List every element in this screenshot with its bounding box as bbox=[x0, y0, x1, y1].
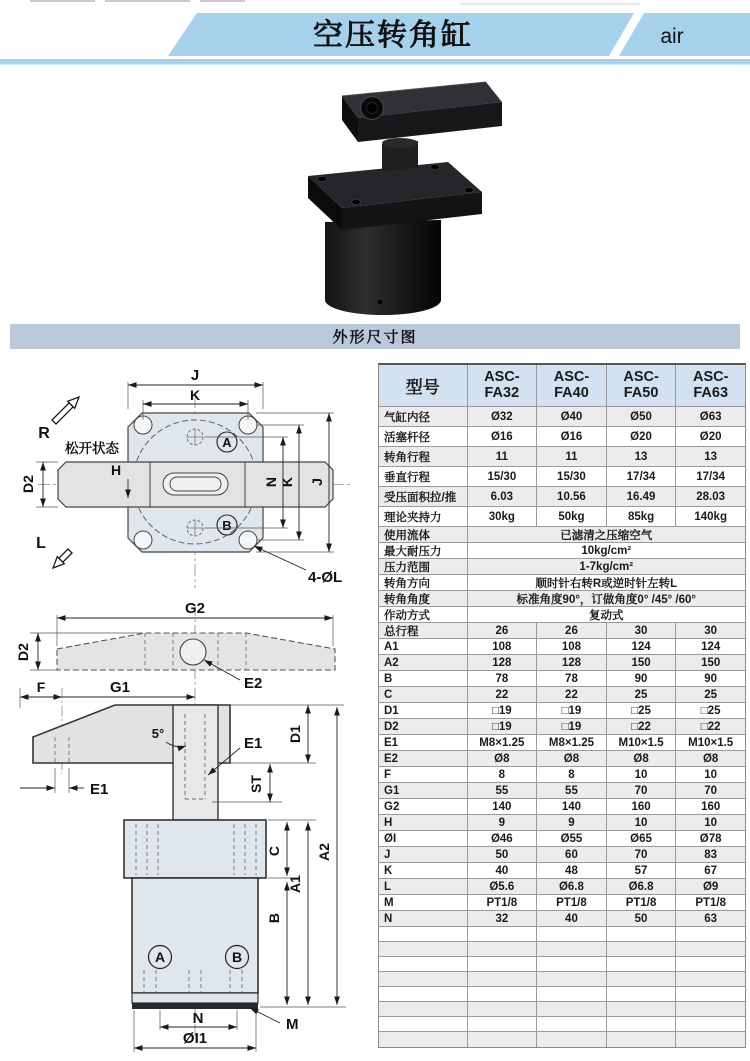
spec-value: 13 bbox=[675, 447, 745, 466]
dim-label-g1: G1 bbox=[109, 679, 131, 696]
spec-value: Ø32 bbox=[467, 407, 537, 426]
spec-value: □25 bbox=[675, 703, 745, 718]
spec-row-label: F bbox=[384, 768, 392, 781]
spec-row-label: 转角行程 bbox=[384, 451, 430, 464]
spec-row bbox=[379, 799, 745, 815]
model-column-header: 型号 bbox=[405, 378, 440, 397]
spec-row-label: 垂直行程 bbox=[384, 471, 430, 484]
spec-value: M10×1.5 bbox=[675, 735, 745, 750]
table-header-row bbox=[379, 365, 745, 407]
spec-value: Ø40 bbox=[536, 407, 606, 426]
spec-row-label: 作动方式 bbox=[384, 609, 430, 622]
spec-value: □25 bbox=[606, 703, 676, 718]
dim-label-k2: K bbox=[279, 476, 295, 488]
spec-row-span-value: 10kg/cm² bbox=[467, 543, 745, 558]
spec-row-label: 总行程 bbox=[384, 625, 419, 638]
spec-value: Ø6.8 bbox=[606, 879, 676, 894]
spec-value: PT1/8 bbox=[467, 895, 537, 910]
empty-cell bbox=[675, 1017, 745, 1031]
section-title-bar bbox=[10, 324, 740, 349]
hex-socket bbox=[367, 102, 377, 114]
spec-value: 124 bbox=[606, 639, 676, 654]
spec-value: Ø20 bbox=[675, 427, 745, 446]
empty-cell bbox=[379, 972, 467, 986]
spec-value: 10 bbox=[606, 767, 676, 782]
spec-row-span-value: 顺时针右转R或逆时针左转L bbox=[467, 575, 745, 590]
spec-value: 32 bbox=[467, 911, 537, 926]
empty-cell bbox=[467, 1032, 537, 1047]
spec-value: 26 bbox=[536, 623, 606, 638]
spec-value: 48 bbox=[536, 863, 606, 878]
spec-row-label: H bbox=[384, 816, 393, 829]
header-banner bbox=[0, 0, 750, 70]
spec-row bbox=[379, 527, 745, 543]
spec-row bbox=[379, 783, 745, 799]
spec-value: 16.49 bbox=[606, 487, 676, 506]
empty-cell bbox=[467, 972, 537, 986]
empty-cell bbox=[379, 927, 467, 941]
spec-value: 8 bbox=[467, 767, 537, 782]
spec-row bbox=[379, 719, 745, 735]
spec-value: Ø20 bbox=[606, 427, 676, 446]
spec-value: 11 bbox=[467, 447, 537, 466]
bottom-plate bbox=[132, 993, 258, 1003]
spec-value: Ø46 bbox=[467, 831, 537, 846]
spec-value: 6.03 bbox=[467, 487, 537, 506]
mount-hole bbox=[134, 531, 152, 549]
dim-label-d1: D1 bbox=[287, 725, 303, 743]
spec-row-span-value: 复动式 bbox=[467, 607, 745, 622]
dim-label-a2: A2 bbox=[316, 843, 332, 861]
spec-value: Ø8 bbox=[536, 751, 606, 766]
dim-label-k: K bbox=[189, 387, 201, 403]
spec-value: 11 bbox=[536, 447, 606, 466]
spec-row bbox=[379, 655, 745, 671]
empty-row bbox=[379, 957, 745, 972]
spec-value: 150 bbox=[606, 655, 676, 670]
empty-cell bbox=[675, 972, 745, 986]
port-b-label: B bbox=[231, 949, 243, 965]
dim-label-e2: E2 bbox=[244, 675, 263, 692]
spec-value: 17/34 bbox=[606, 467, 676, 486]
empty-cell bbox=[379, 987, 467, 1001]
empty-cell bbox=[606, 987, 676, 1001]
spec-value: □19 bbox=[467, 719, 537, 734]
spec-row-label: 最大耐压力 bbox=[384, 545, 442, 558]
empty-row bbox=[379, 927, 745, 942]
leader-m bbox=[250, 1008, 280, 1023]
spec-value: 28.03 bbox=[675, 487, 745, 506]
dim-label-oi1: ØI1 bbox=[182, 1030, 208, 1047]
page-title: 空压转角缸 bbox=[313, 19, 473, 52]
empty-cell bbox=[536, 987, 606, 1001]
spec-row-label: 转角角度 bbox=[384, 593, 430, 606]
dim-label-angle: 5° bbox=[151, 726, 165, 741]
empty-cell bbox=[467, 957, 537, 971]
spec-row bbox=[379, 879, 745, 895]
dim-label-d2: D2 bbox=[15, 643, 31, 661]
spec-row bbox=[379, 575, 745, 591]
empty-cell bbox=[467, 1002, 537, 1016]
banner-strip bbox=[0, 59, 750, 65]
spec-value: □19 bbox=[536, 719, 606, 734]
spec-row-label: J bbox=[384, 848, 391, 861]
empty-row bbox=[379, 1032, 745, 1047]
empty-cell bbox=[675, 942, 745, 956]
spec-value: Ø55 bbox=[536, 831, 606, 846]
bottom-plate-edge bbox=[132, 1003, 258, 1009]
model-header-2 bbox=[606, 365, 676, 406]
spec-row bbox=[379, 911, 745, 927]
spec-value: 140 bbox=[536, 799, 606, 814]
spec-row-label: G2 bbox=[384, 800, 400, 813]
spec-value: 15/30 bbox=[536, 467, 606, 486]
spec-value: 85kg bbox=[606, 507, 676, 526]
port-a-label: A bbox=[154, 949, 166, 965]
model-name-line2: FA63 bbox=[693, 384, 729, 401]
spec-value: 124 bbox=[675, 639, 745, 654]
model-name-line2: FA50 bbox=[623, 384, 659, 401]
dir-label-r: R bbox=[38, 425, 50, 442]
flange-bolt-hole bbox=[318, 176, 327, 181]
empty-row bbox=[379, 1017, 745, 1032]
empty-cell bbox=[675, 987, 745, 1001]
model-header-1 bbox=[536, 365, 606, 406]
spec-row bbox=[379, 623, 745, 639]
dim-label-g2: G2 bbox=[184, 600, 206, 617]
spec-row-label: 理论夹持力 bbox=[384, 511, 442, 524]
spec-value: 108 bbox=[467, 639, 537, 654]
spec-value: Ø6.8 bbox=[536, 879, 606, 894]
empty-row bbox=[379, 987, 745, 1002]
brand-logo-text: air bbox=[660, 25, 684, 48]
spec-row-label: 转角方向 bbox=[384, 577, 430, 590]
spec-row-label: D2 bbox=[384, 720, 399, 733]
spec-row bbox=[379, 543, 745, 559]
spec-value: 9 bbox=[536, 815, 606, 830]
spec-value: 50 bbox=[467, 847, 537, 862]
boss-top bbox=[382, 138, 418, 148]
empty-cell bbox=[606, 1017, 676, 1031]
spec-row-label: D1 bbox=[384, 704, 399, 717]
spec-value: 30 bbox=[675, 623, 745, 638]
spec-value: Ø50 bbox=[606, 407, 676, 426]
empty-cell bbox=[536, 942, 606, 956]
spec-value: 10.56 bbox=[536, 487, 606, 506]
model-name-line2: FA32 bbox=[484, 384, 520, 401]
spec-value: 60 bbox=[536, 847, 606, 862]
flange-bolt-hole bbox=[465, 187, 474, 192]
empty-cell bbox=[606, 942, 676, 956]
rotate-right-arrow bbox=[52, 403, 73, 424]
spec-value: 150 bbox=[675, 655, 745, 670]
spec-row-span-value: 1-7kg/cm² bbox=[467, 559, 745, 574]
port-b-label: B bbox=[222, 518, 232, 533]
empty-cell bbox=[536, 927, 606, 941]
spec-value: 78 bbox=[536, 671, 606, 686]
spec-value: Ø8 bbox=[606, 751, 676, 766]
model-header-3 bbox=[675, 365, 745, 406]
spec-row-label: ØI bbox=[384, 832, 397, 845]
spec-row-label: A2 bbox=[384, 656, 399, 669]
empty-cell bbox=[606, 957, 676, 971]
spec-value: 40 bbox=[467, 863, 537, 878]
spec-row-label: 气缸内径 bbox=[384, 411, 430, 424]
front-view-drawing bbox=[8, 596, 378, 1058]
empty-cell bbox=[536, 1017, 606, 1031]
model-name-line1: ASC- bbox=[553, 368, 590, 385]
spec-value: 25 bbox=[606, 687, 676, 702]
state-label: 松开状态 bbox=[65, 441, 119, 456]
spec-row bbox=[379, 863, 745, 879]
spec-row bbox=[379, 427, 745, 447]
spec-value: 15/30 bbox=[467, 467, 537, 486]
spec-row bbox=[379, 559, 745, 575]
spec-row bbox=[379, 639, 745, 655]
spec-value: 140 bbox=[467, 799, 537, 814]
spec-row-span-value: 已滤清之压缩空气 bbox=[467, 527, 745, 542]
spec-value: □19 bbox=[467, 703, 537, 718]
port-a-label: A bbox=[222, 435, 232, 450]
spec-value: Ø16 bbox=[467, 427, 537, 446]
spec-row-label: B bbox=[384, 672, 393, 685]
empty-cell bbox=[379, 1032, 467, 1047]
spec-row bbox=[379, 895, 745, 911]
spec-value: 13 bbox=[606, 447, 676, 466]
arm-slot-outer bbox=[163, 473, 228, 495]
model-name-line1: ASC- bbox=[484, 368, 520, 385]
product-photo bbox=[230, 72, 530, 317]
spec-value: 10 bbox=[675, 767, 745, 782]
model-name-line1: ASC- bbox=[692, 368, 729, 385]
empty-cell bbox=[536, 972, 606, 986]
spec-value: 50kg bbox=[536, 507, 606, 526]
spec-value: 26 bbox=[467, 623, 537, 638]
flange-bolt-hole bbox=[431, 164, 440, 169]
spec-value: M10×1.5 bbox=[606, 735, 676, 750]
spec-value: PT1/8 bbox=[536, 895, 606, 910]
spec-value: 83 bbox=[675, 847, 745, 862]
empty-row bbox=[379, 942, 745, 957]
empty-cell bbox=[379, 942, 467, 956]
spec-value: Ø5.6 bbox=[467, 879, 537, 894]
spec-row-label: E2 bbox=[384, 752, 399, 765]
spec-value: 108 bbox=[536, 639, 606, 654]
spec-value: 90 bbox=[606, 671, 676, 686]
spec-row bbox=[379, 591, 745, 607]
spec-value: 160 bbox=[675, 799, 745, 814]
leader-4ol bbox=[254, 546, 306, 570]
spec-value: 57 bbox=[606, 863, 676, 878]
spec-value: 17/34 bbox=[675, 467, 745, 486]
spec-value: 22 bbox=[467, 687, 537, 702]
cylinder-body-front bbox=[132, 878, 258, 993]
dim-label-st: ST bbox=[248, 775, 264, 793]
spec-row bbox=[379, 687, 745, 703]
dim-label-j2: J bbox=[309, 478, 325, 486]
empty-cell bbox=[675, 1032, 745, 1047]
spec-row bbox=[379, 767, 745, 783]
spec-row-label: N bbox=[384, 912, 393, 925]
piston-rod bbox=[173, 705, 218, 820]
spec-row bbox=[379, 847, 745, 863]
empty-cell bbox=[467, 987, 537, 1001]
model-name-line1: ASC- bbox=[623, 368, 659, 385]
spec-row-label: 使用流体 bbox=[384, 529, 430, 542]
dim-label-e1-right: E1 bbox=[244, 735, 263, 752]
dim-label-c: C bbox=[266, 845, 282, 857]
spec-row-label: G1 bbox=[384, 784, 400, 797]
dir-label-l: L bbox=[36, 535, 46, 552]
empty-cell bbox=[379, 957, 467, 971]
empty-row bbox=[379, 1002, 745, 1017]
spec-value: Ø8 bbox=[675, 751, 745, 766]
dim-label-m: M bbox=[286, 1016, 299, 1033]
spec-row bbox=[379, 751, 745, 767]
empty-cell bbox=[675, 927, 745, 941]
flange-bolt-hole bbox=[352, 199, 361, 204]
spec-value: 22 bbox=[536, 687, 606, 702]
spec-value: Ø63 bbox=[675, 407, 745, 426]
dim-label-a1: A1 bbox=[287, 875, 303, 893]
spec-value: 25 bbox=[675, 687, 745, 702]
spec-table bbox=[378, 363, 746, 1048]
spec-row bbox=[379, 607, 745, 623]
spec-value: 140kg bbox=[675, 507, 745, 526]
empty-cell bbox=[467, 942, 537, 956]
empty-cell bbox=[467, 927, 537, 941]
spec-row-label: E1 bbox=[384, 736, 399, 749]
spec-value: 70 bbox=[606, 847, 676, 862]
spec-value: PT1/8 bbox=[675, 895, 745, 910]
spec-row bbox=[379, 831, 745, 847]
dim-label-f: F bbox=[36, 679, 46, 695]
spec-value: 70 bbox=[606, 783, 676, 798]
model-header-0 bbox=[467, 365, 537, 406]
spec-row-label: M bbox=[384, 896, 394, 909]
empty-cell bbox=[675, 1002, 745, 1016]
spec-value: PT1/8 bbox=[606, 895, 676, 910]
spec-value: □22 bbox=[606, 719, 676, 734]
dim-label-n: N bbox=[192, 1010, 204, 1027]
spec-row-label: 压力范围 bbox=[384, 561, 430, 574]
spec-value: 8 bbox=[536, 767, 606, 782]
spec-row-label: 受压面积拉/推 bbox=[384, 491, 457, 504]
spec-value: 50 bbox=[606, 911, 676, 926]
dim-label-4ol: 4-ØL bbox=[308, 569, 343, 586]
spec-row bbox=[379, 447, 745, 467]
spec-value: 9 bbox=[467, 815, 537, 830]
spec-value: 63 bbox=[675, 911, 745, 926]
spec-value: Ø65 bbox=[606, 831, 676, 846]
spec-value: □22 bbox=[675, 719, 745, 734]
top-view-drawing bbox=[8, 358, 378, 598]
empty-cell bbox=[606, 1002, 676, 1016]
spec-value: 160 bbox=[606, 799, 676, 814]
dim-label-n: N bbox=[263, 476, 279, 488]
spec-value: Ø16 bbox=[536, 427, 606, 446]
spec-value: 10 bbox=[606, 815, 676, 830]
spec-value: M8×1.25 bbox=[536, 735, 606, 750]
spec-row bbox=[379, 735, 745, 751]
spec-value: Ø9 bbox=[675, 879, 745, 894]
spec-row-label: C bbox=[384, 688, 393, 701]
empty-cell bbox=[606, 927, 676, 941]
spec-value: 70 bbox=[675, 783, 745, 798]
spec-value: 128 bbox=[536, 655, 606, 670]
spec-row-label: 活塞杆径 bbox=[384, 431, 430, 444]
dim-label-e1-left: E1 bbox=[90, 781, 109, 798]
dim-label-h: H bbox=[110, 462, 122, 478]
spec-row bbox=[379, 467, 745, 487]
spec-row-label: A1 bbox=[384, 640, 399, 653]
spec-row bbox=[379, 671, 745, 687]
empty-cell bbox=[536, 957, 606, 971]
spec-value: 55 bbox=[467, 783, 537, 798]
spec-row-label: L bbox=[384, 880, 392, 893]
spec-value: 78 bbox=[467, 671, 537, 686]
spec-value: 128 bbox=[467, 655, 537, 670]
empty-cell bbox=[536, 1032, 606, 1047]
spec-row bbox=[379, 815, 745, 831]
empty-cell bbox=[379, 1017, 467, 1031]
empty-cell bbox=[467, 1017, 537, 1031]
spec-row bbox=[379, 407, 745, 427]
spec-value: 10 bbox=[675, 815, 745, 830]
spec-value: Ø8 bbox=[467, 751, 537, 766]
empty-cell bbox=[606, 1032, 676, 1047]
spec-value: 40 bbox=[536, 911, 606, 926]
spec-row bbox=[379, 703, 745, 719]
spec-value: 30kg bbox=[467, 507, 537, 526]
spec-value: M8×1.25 bbox=[467, 735, 537, 750]
empty-cell bbox=[675, 957, 745, 971]
bottom-screw bbox=[377, 299, 383, 305]
spec-value: □19 bbox=[536, 703, 606, 718]
spec-value: 90 bbox=[675, 671, 745, 686]
dim-label-b: B bbox=[266, 912, 282, 924]
dim-label-d2: D2 bbox=[20, 475, 36, 493]
empty-cell bbox=[379, 1002, 467, 1016]
spec-value: 55 bbox=[536, 783, 606, 798]
empty-cell bbox=[536, 1002, 606, 1016]
spec-value: Ø78 bbox=[675, 831, 745, 846]
spec-row bbox=[379, 487, 745, 507]
e2-hole bbox=[180, 639, 206, 665]
empty-row bbox=[379, 972, 745, 987]
spec-value: 67 bbox=[675, 863, 745, 878]
model-name-line2: FA40 bbox=[554, 384, 589, 401]
spec-value: 30 bbox=[606, 623, 676, 638]
empty-cell bbox=[606, 972, 676, 986]
spec-row bbox=[379, 507, 745, 527]
section-title: 外形尺寸图 bbox=[332, 329, 418, 346]
spec-row-span-value: 标准角度90°，订做角度0° /45° /60° bbox=[467, 591, 745, 606]
dim-label-j: J bbox=[190, 367, 200, 384]
spec-row-label: K bbox=[384, 864, 393, 877]
